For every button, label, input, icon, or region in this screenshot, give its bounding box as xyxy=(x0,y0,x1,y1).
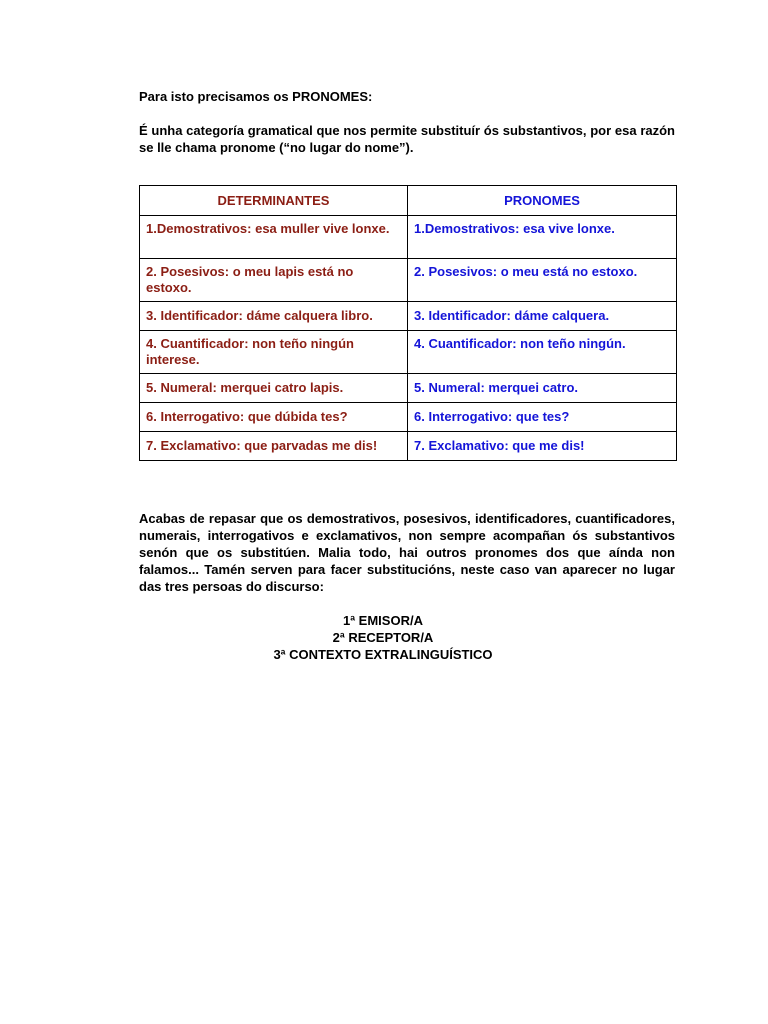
table-header-row xyxy=(140,186,677,216)
determinante-cell: 3. Identificador: dáme calquera libro. xyxy=(140,302,408,331)
header-pronomes: PRONOMES xyxy=(408,186,677,216)
person-third: 3ª CONTEXTO EXTRALINGUÍSTICO xyxy=(273,647,493,662)
pronome-cell: 2. Posesivos: o meu está no estoxo. xyxy=(408,259,677,302)
pronome-cell: 1.Demostrativos: esa vive lonxe. xyxy=(408,216,677,259)
table-row xyxy=(140,432,677,461)
determinante-cell: 4. Cuantificador: non teño ningún interese. xyxy=(140,331,408,374)
table-row xyxy=(140,216,677,259)
table-row xyxy=(140,259,677,302)
person-second: 2ª RECEPTOR/A xyxy=(332,630,434,645)
pronome-cell: 7. Exclamativo: que me dis! xyxy=(408,432,677,461)
intro-paragraph: É unha categoría gramatical que nos permite substituír ós substantivos, por esa razón se lle chama pronome (“no lugar do nome”). xyxy=(139,123,675,155)
determinante-cell: 2. Posesivos: o meu lapis está no estoxo. xyxy=(140,259,408,302)
determinante-cell: 5. Numeral: merquei catro lapis. xyxy=(140,374,408,403)
pronome-cell: 3. Identificador: dáme calquera. xyxy=(408,302,677,331)
person-first: 1ª EMISOR/A xyxy=(343,613,423,628)
pronome-cell: 5. Numeral: merquei catro. xyxy=(408,374,677,403)
summary-paragraph: Acabas de repasar que os demostrativos, posesivos, identificadores, cuantificadores, numerais, interrogativos e exclamativos, non sempre acompañan ós substantivos senón que os substitúen. Malia todo, hai outros pronomes dos que aínda non falamos... Tamén serven para facer substitucións, neste caso van aparecer no lugar das tres persoas do discurso: xyxy=(139,511,675,594)
comparison-table xyxy=(139,185,677,461)
table-row xyxy=(140,374,677,403)
table-row xyxy=(140,331,677,374)
pronome-cell: 6. Interrogativo: que tes? xyxy=(408,403,677,432)
document-page xyxy=(139,88,675,663)
table-row xyxy=(140,403,677,432)
section-heading: Para isto precisamos os PRONOMES: xyxy=(139,89,373,104)
pronome-cell: 4. Cuantificador: non teño ningún. xyxy=(408,331,677,374)
determinante-cell: 6. Interrogativo: que dúbida tes? xyxy=(140,403,408,432)
determinante-cell: 1.Demostrativos: esa muller vive lonxe. xyxy=(140,216,408,259)
determinante-cell: 7. Exclamativo: que parvadas me dis! xyxy=(140,432,408,461)
discourse-persons-list xyxy=(139,612,627,663)
table-row xyxy=(140,302,677,331)
header-determinantes: DETERMINANTES xyxy=(140,186,408,216)
